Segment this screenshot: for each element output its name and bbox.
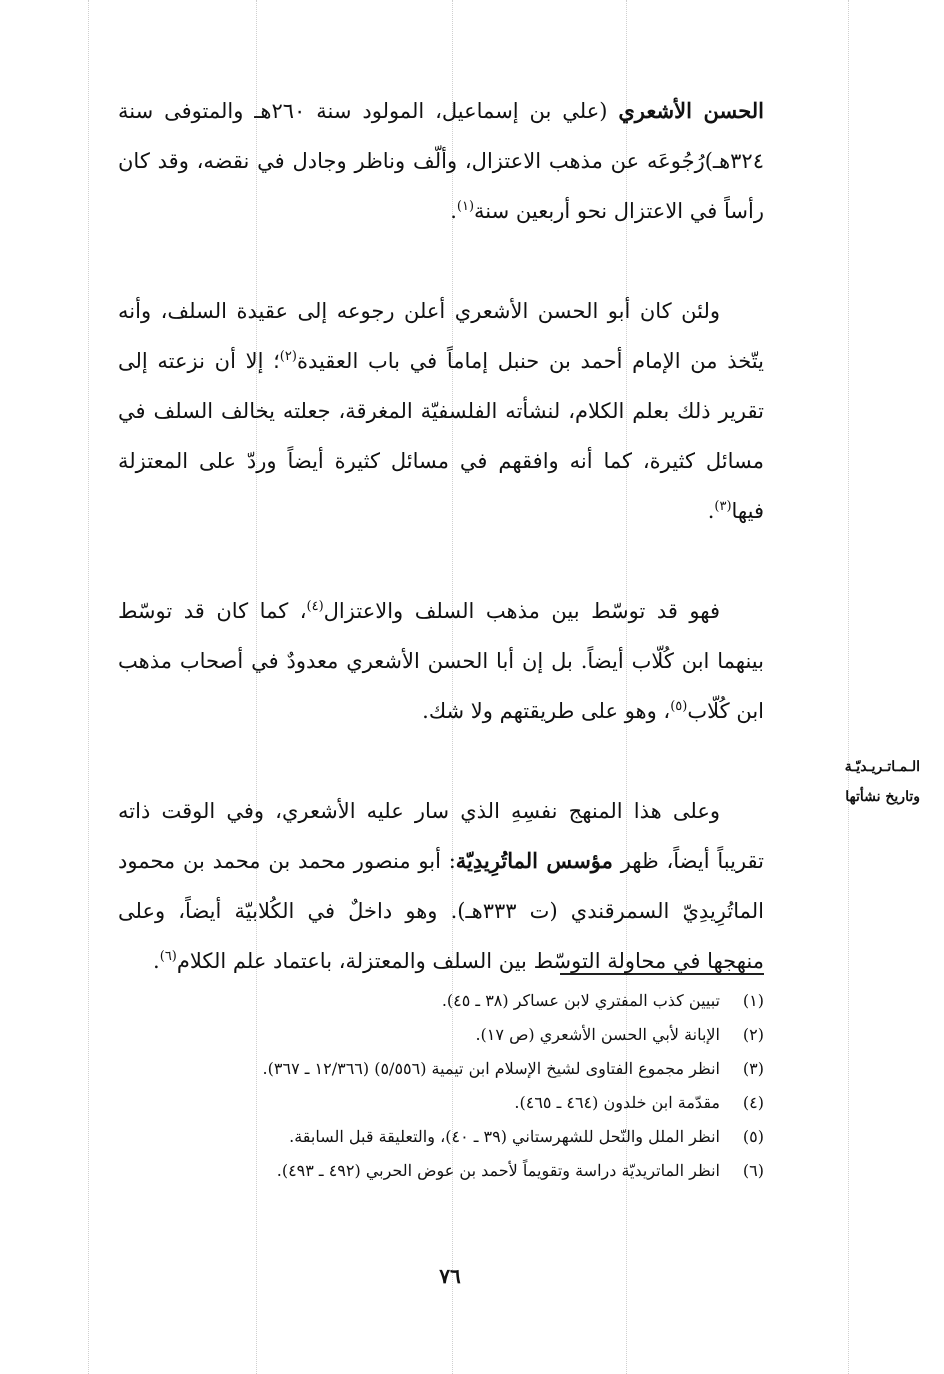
paragraph-2-end: . [707,499,715,523]
footnote [118,1018,764,1052]
footnote [118,1052,764,1086]
paragraph-3-text-a: فهو قد توسّط بين مذهب السلف والاعتزال [323,599,720,623]
paragraph-4-bold: مؤسس الماتُرِيدِيّة [455,848,613,873]
paragraph-4-text-a: وعلى هذا المنهج نفسِهِ الذي سار عليه الأشعري، وفي الوقت ذاته تقريباً أيضاً، ظهر [118,799,764,873]
margin-heading [790,752,920,812]
paragraph-4-text-b: : أبو منصور محمد بن محمد بن محمود الماتُرِيدِيّ السمرقندي (ت ٣٣٣هـ). وهو داخلٌ في الكُلابيّة أيضاً، وعلى منهجها في محاولة التوسّط بين السلف والمعتزلة، باعتماد علم الكلام [118,849,764,973]
main-text [118,86,764,986]
paragraph-4-end: . [153,949,160,973]
page-number: ٧٦ [439,1264,461,1288]
footnote-text: انظر الملل والنّحل للشهرستاني (٣٩ ـ ٤٠)، والتعليقة قبل السابقة. [289,1127,720,1146]
footnote-number: (٢) [742,1025,764,1044]
footnote-number: (٥) [742,1127,764,1146]
footnote-ref-2: (٢) [279,349,297,364]
margin-heading-line-1: الـمـاتـريـديّـة [844,759,920,775]
footnote-divider [560,973,764,975]
footnote-ref-1: (١) [456,199,475,214]
footnotes [118,984,764,1188]
paragraph-3 [118,586,764,736]
footnote-number: (٣) [742,1059,764,1078]
footnote-ref-5: (٥) [670,699,688,714]
footnote-ref-4: (٤) [306,599,324,614]
paragraph-1-end: . [450,199,457,223]
footnote-number: (٦) [742,1161,764,1180]
footnote-number: (٤) [742,1093,764,1112]
footnote-text: انظر الماتريديّة دراسة وتقويماً لأحمد بن عوض الحربي (٤٩٢ ـ ٤٩٣). [276,1161,720,1180]
paragraph-2 [118,286,764,536]
footnote-ref-3: (٣) [714,499,732,514]
paragraph-3-text-b: ، كما كان قد توسّط بينهما ابن كُلّاب أيضاً. بل إن أبا الحسن الأشعري معدودٌ في أصحاب مذهب ابن كُلّاب [118,599,764,723]
paragraph-1 [118,86,764,236]
footnote-text: تبيين كذب المفتري لابن عساكر (٣٨ ـ ٤٥). [441,991,720,1010]
paragraph-2-text-b: ؛ إلا أن نزعته إلى تقرير ذلك بعلم الكلام، لنشأته الفلسفيّة المغرقة، جعلته يخالف السلف في مسائل كثيرة، كما أنه وافقهم في مسائل كثيرة أيضاً وردّ على المعتزلة فيها [118,349,764,523]
footnote-ref-6: (٦) [159,949,177,964]
footnote [118,1154,764,1188]
scan-guide-line [848,0,849,1374]
paragraph-3-end: ، وهو على طريقتهم ولا شك. [422,699,671,723]
footnote [118,1120,764,1154]
footnote [118,1086,764,1120]
scan-guide-line [88,0,89,1374]
footnote-text: الإبانة لأبي الحسن الأشعري (ص ١٧). [475,1025,720,1044]
footnote [118,984,764,1018]
margin-heading-line-2: وتاريخ نشأتها [845,789,920,805]
footnote-text: انظر مجموع الفتاوى لشيخ الإسلام ابن تيمية (٥/٥٥٦) (١٢/٣٦٦ ـ ٣٦٧). [262,1059,720,1078]
paragraph-1-text: (علي بن إسماعيل، المولود سنة ٢٦٠هـ والمتوفى سنة ٣٢٤هـ)رُجُوعَه عن مذهب الاعتزال، وألّف وناظر وجادل في نقضه، وقد كان رأساً في الاعتزال نحو أربعين سنة [118,99,764,223]
paragraph-2-text-a: ولئن كان أبو الحسن الأشعري أعلن رجوعه إلى عقيدة السلف، وأنه يتّخذ من الإمام أحمد بن حنبل إماماً في باب العقيدة [118,299,764,373]
footnote-text: مقدّمة ابن خلدون (٤٦٤ ـ ٤٦٥). [514,1093,720,1112]
footnote-number: (١) [742,991,764,1010]
paragraph-4 [118,786,764,986]
paragraph-1-lead: الحسن الأشعري [618,98,764,123]
